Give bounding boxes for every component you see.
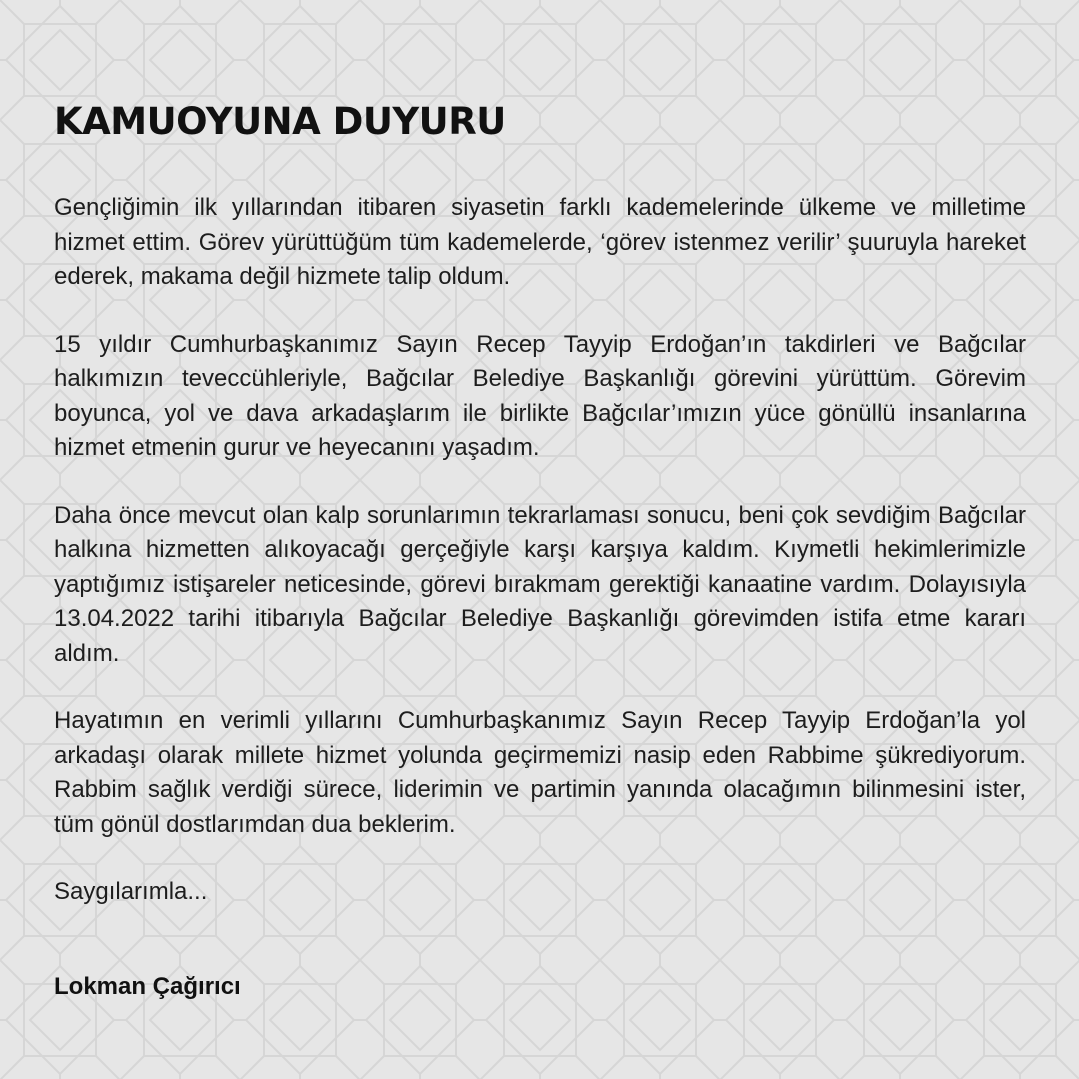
- signature-name: Lokman Çağırıcı: [54, 972, 241, 1000]
- closing-line: Saygılarımla...: [54, 878, 208, 905]
- announcement-title: KAMUOYUNA DUYURU: [54, 100, 506, 143]
- paragraph-1: Gençliğimin ilk yıllarından itibaren siyasetin farklı kademelerinde ülkeme ve milletime hizmet ettim. Görev yürüttüğüm tüm kademelerde, ‘görev istenmez verilir’ şuuruyla hareket ederek, makama değil hizmete talip oldum.: [54, 194, 1026, 290]
- announcement-document: [54, 98, 1026, 1004]
- paragraph-3: Daha önce mevcut olan kalp sorunlarımın tekrarlaması sonucu, beni çok sevdiğim Bağcılar halkına hizmetten alıkoyacağı gerçeğiyle karşı karşıya kaldım. Kıymetli hekimlerimizle yaptığımız istişareler neticesinde, görevi bırakmam gerektiği kanaatine vardım. Dolayısıyla 13.04.2022 tarihi itibarıyla Bağcılar Belediye Başkanlığı görevimden istifa etme kararı aldım.: [54, 501, 1026, 667]
- paragraph-4: Hayatımın en verimli yıllarını Cumhurbaşkanımız Sayın Recep Tayyip Erdoğan’la yol arkadaşı olarak millete hizmet yolunda geçirmemizi nasip eden Rabbime şükrediyorum. Rabbim sağlık verdiği sürece, liderimin ve partimin yanında olacağımın bilinmesini ister, tüm gönül dostlarımdan dua beklerim.: [54, 707, 1026, 838]
- paragraph-2: 15 yıldır Cumhurbaşkanımız Sayın Recep Tayyip Erdoğan’ın takdirleri ve Bağcılar halkımızın teveccühleriyle, Bağcılar Belediye Başkanlığı görevini yürüttüm. Görevim boyunca, yol ve dava arkadaşlarım ile birlikte Bağcılar’ımızın yüce gönüllü insanlarına hizmet etmenin gurur ve heyecanını yaşadım.: [54, 330, 1026, 461]
